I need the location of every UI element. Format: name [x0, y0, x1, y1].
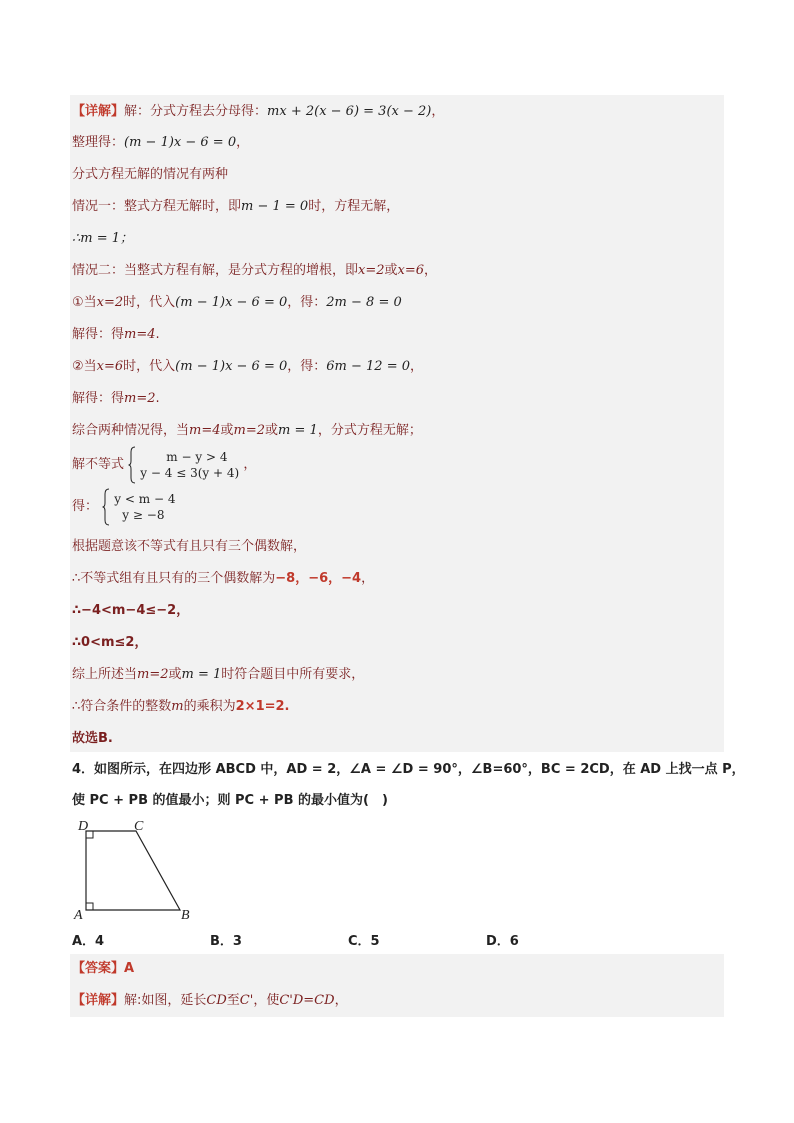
solution-line-4: 情况一：整式方程无解时，即m − 1 = 0时，方程无解，: [72, 199, 400, 214]
solution-line-3: 分式方程无解的情况有两种: [72, 167, 229, 182]
solution-line-12: 解不等式 m − y > 4 y − 4 ≤ 3(y + 4) ，: [72, 446, 256, 486]
inequality-system: m − y > 4 y − 4 ≤ 3(y + 4): [140, 450, 240, 480]
solution-line-9: ②当x=6时，代入(m − 1)x − 6 = 0，得：6m − 12 = 0，: [72, 359, 424, 374]
label-a: A: [74, 908, 83, 923]
solution-line-20: 故选B.: [72, 731, 113, 746]
right-angle-mark-a: [86, 903, 93, 910]
answer-tag: 【答案】: [72, 961, 125, 976]
option-b[interactable]: B．3: [210, 934, 242, 949]
solution-line-15: ∴不等式组有且只有的三个偶数解为−8，−6，−4，: [72, 571, 375, 586]
option-c[interactable]: C．5: [348, 934, 380, 949]
solution-line-17: ∴0<m≤2，: [72, 635, 148, 650]
question-4-line-1: 4．如图所示，在四边形 ABCD 中，AD = 2，∠A = ∠D = 90°，∠B=60°，BC = 2CD，在 AD 上找一点 P，: [72, 762, 745, 777]
solution-line-16: ∴−4<m−4≤−2，: [72, 603, 190, 618]
option-d[interactable]: D．6: [486, 934, 519, 949]
solution-line-7: ①当x=2时，代入(m − 1)x − 6 = 0，得：2m − 8 = 0: [72, 295, 402, 310]
solution-line-19: ∴符合条件的整数m的乘积为2×1=2.: [72, 699, 290, 714]
label-c: C: [134, 819, 144, 834]
solution-line-14: 根据题意该不等式有且只有三个偶数解，: [72, 539, 307, 554]
quadrilateral-abcd: [86, 831, 180, 910]
detail-tag: 【详解】: [72, 104, 125, 119]
solution-line-6: 情况二：当整式方程有解，是分式方程的增根，即x=2或x=6，: [72, 263, 438, 278]
label-b: B: [181, 908, 190, 923]
solution-line-10: 解得：得m=2.: [72, 391, 160, 406]
solution-line-8: 解得：得m=4.: [72, 327, 160, 342]
solution-line-2: 整理得：(m − 1)x − 6 = 0，: [72, 135, 250, 150]
label-d: D: [78, 819, 89, 834]
answer-line: [72, 960, 134, 978]
solution-line-11: 综合两种情况得，当m=4或m=2或m = 1，分式方程无解；: [72, 423, 422, 438]
solution-line-5: ∴m = 1；: [72, 231, 134, 246]
option-a[interactable]: A．4: [72, 934, 105, 949]
answer-value: A: [124, 961, 135, 976]
left-brace-icon: [128, 446, 136, 484]
left-brace-icon: [102, 488, 110, 526]
quadrilateral-figure: [72, 815, 202, 923]
detail-line-2: 【详解】解:如图，延长CD至C'，使C'D=CD，: [72, 993, 348, 1008]
question-4-line-2: 使 PC + PB 的值最小；则 PC + PB 的最小值为( ): [72, 793, 388, 808]
solution-line-18: 综上所述当m=2或m = 1时符合题目中所有要求，: [72, 667, 365, 682]
solution-line-1: 【详解】解：分式方程去分母得：mx + 2(x − 6) = 3(x − 2)，: [72, 104, 445, 119]
solution-line-13: 得： y < m − 4 y ≥ −8: [72, 488, 175, 528]
solution-system: y < m − 4 y ≥ −8: [114, 492, 176, 522]
